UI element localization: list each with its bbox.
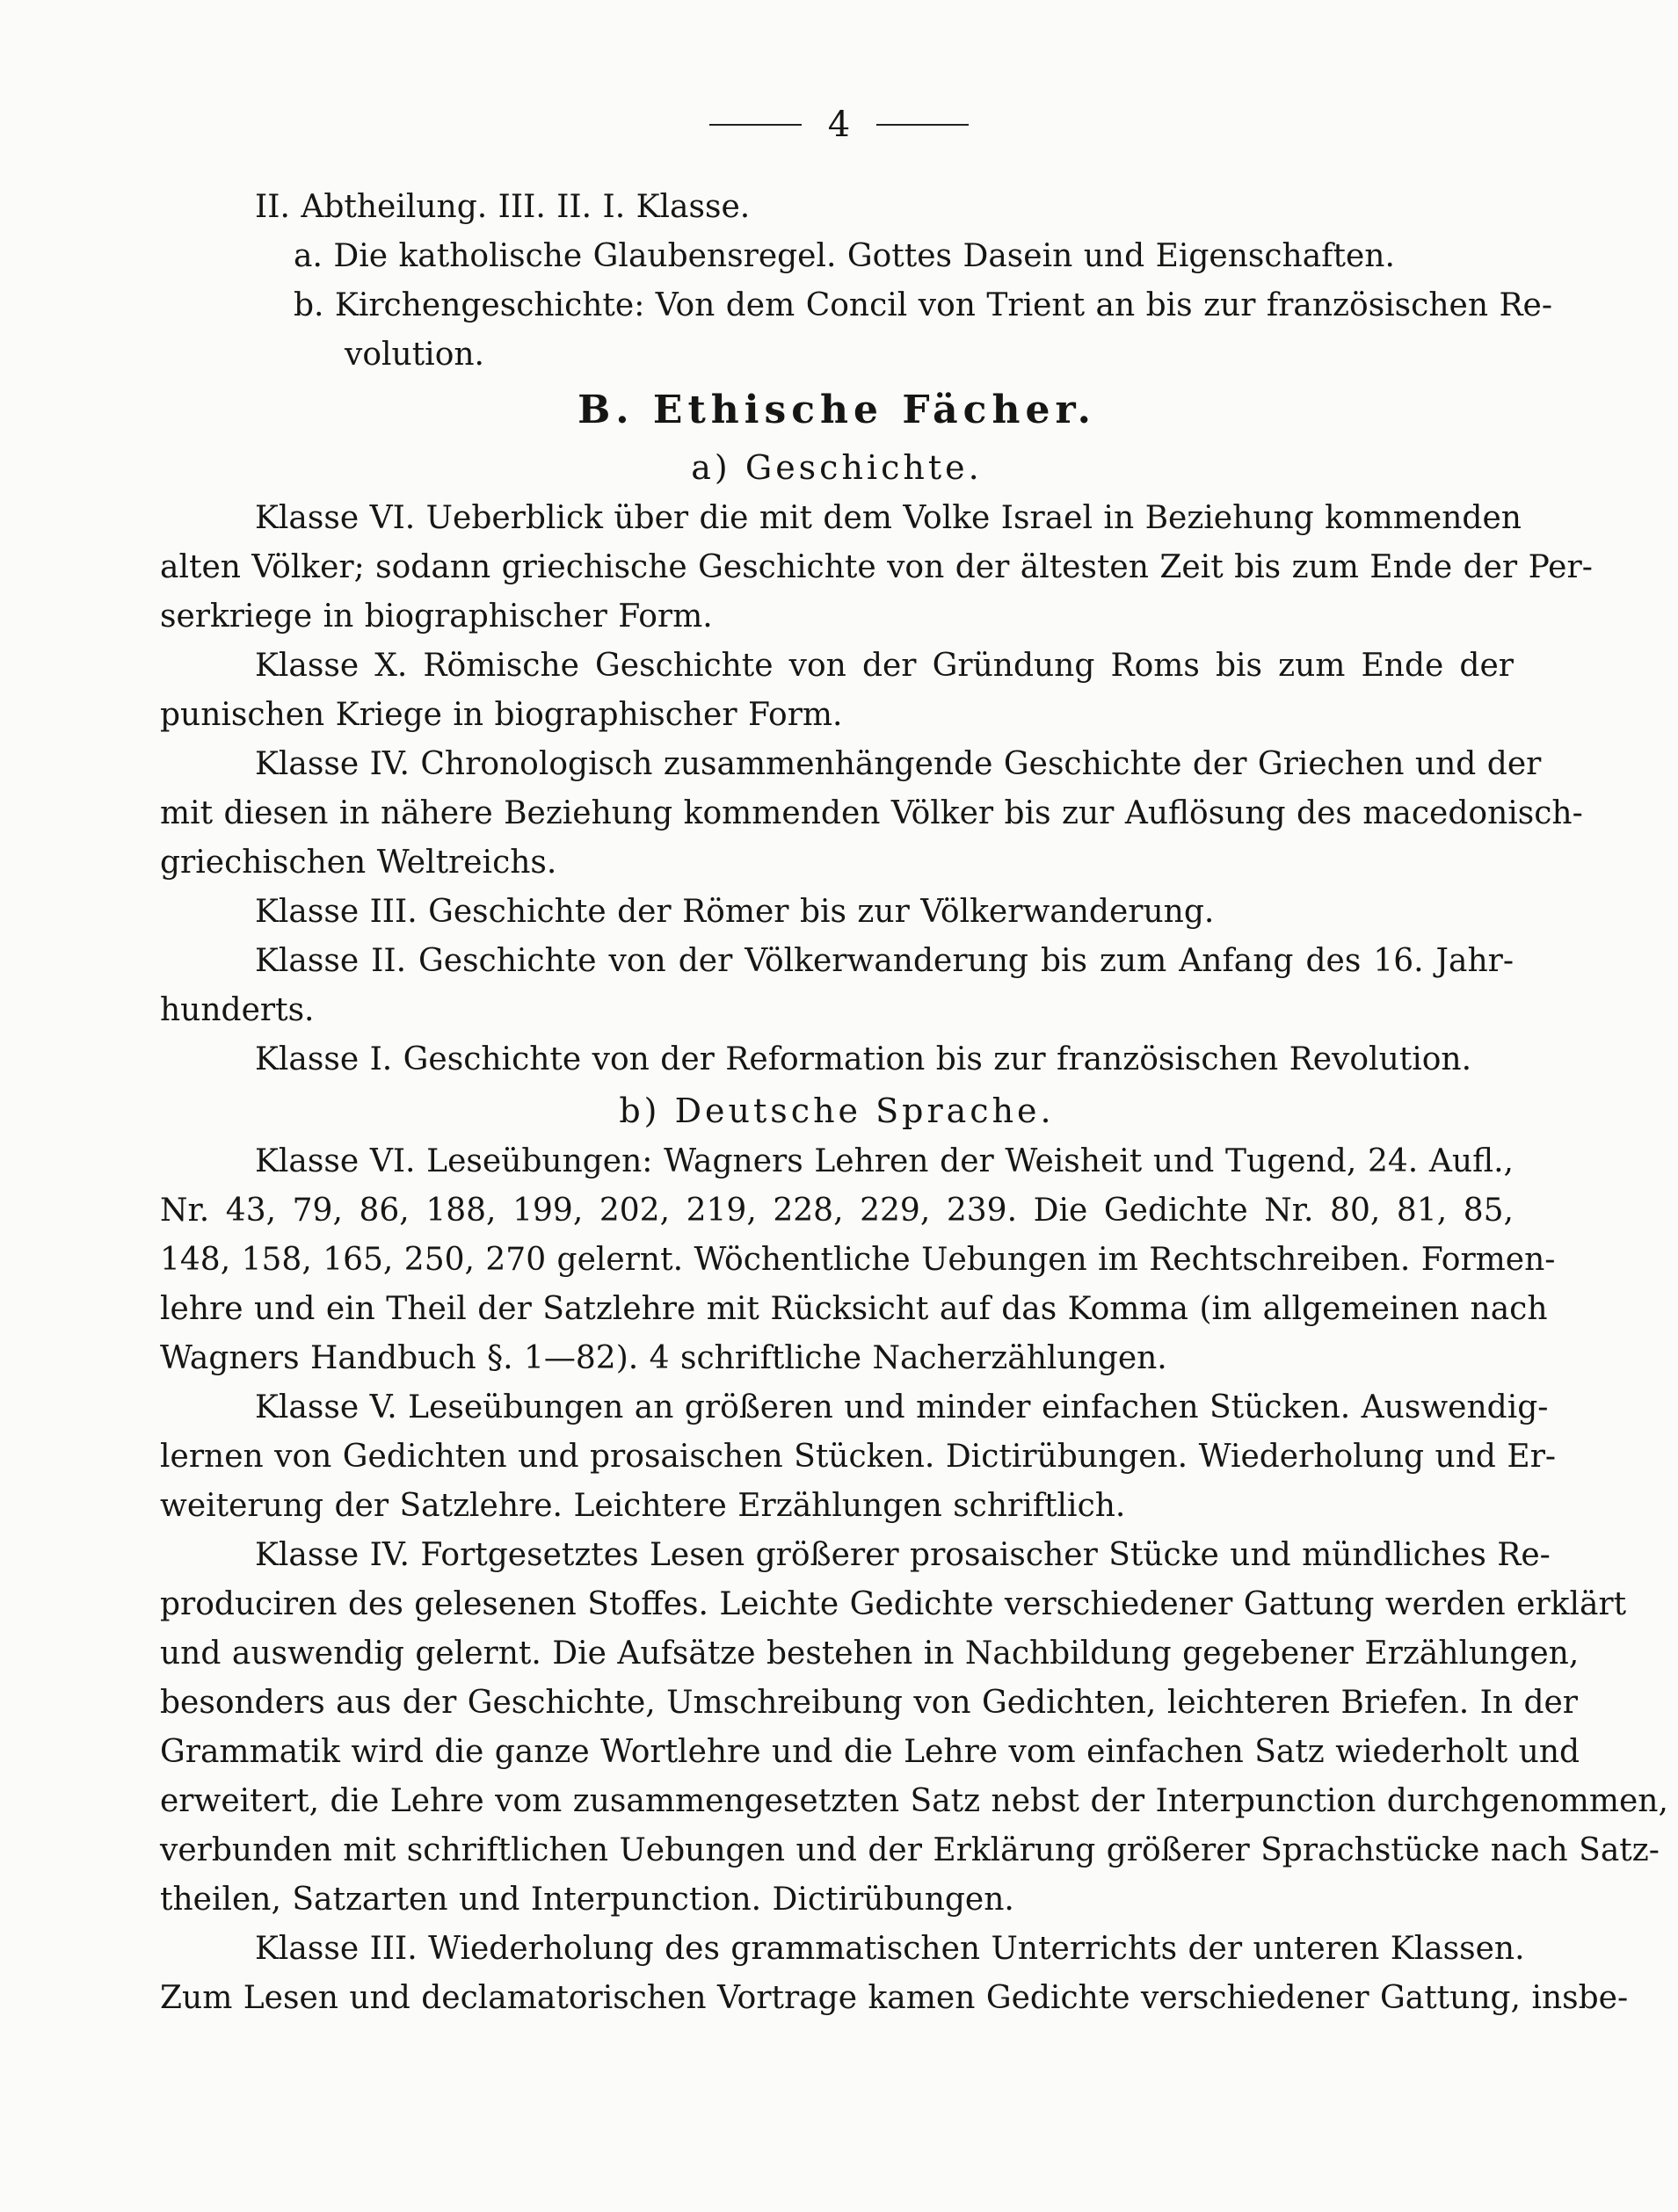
text-line: Klasse IV. Fortgesetztes Lesen größerer prosaischer Stücke und mündliches Re-	[255, 1537, 1551, 1573]
text-line: 148, 158, 165, 250, 270 gelernt. Wöchentliche Uebungen im Rechtschreiben. Formen-	[160, 1242, 1556, 1278]
text-line: Wagners Handbuch §. 1—82). 4 schriftliche Nacherzählungen.	[160, 1340, 1167, 1376]
paragraph	[160, 888, 1514, 937]
paragraph	[160, 740, 1583, 888]
text-line: b. Kirchengeschichte: Von dem Concil von Trient an bis zur französischen Re-	[294, 287, 1553, 323]
text-line: Klasse III. Wiederholung des grammatischen Unterrichts der unteren Klassen.	[255, 1931, 1525, 1967]
paragraph	[160, 1035, 1514, 1084]
text-line: lehre und ein Theil der Satzlehre mit Rücksicht auf das Komma (im allgemeinen nach	[160, 1291, 1548, 1327]
text-line: theilen, Satzarten und Interpunction. Dictirübungen.	[160, 1882, 1014, 1918]
paragraph	[160, 1531, 1668, 1925]
text-line: griechischen Weltreichs.	[160, 845, 557, 881]
paragraph	[160, 1925, 1629, 2023]
text-line: Klasse VI. Leseübungen: Wagners Lehren der Weisheit und Tugend, 24. Aufl.,	[255, 1143, 1514, 1179]
paragraph	[160, 494, 1593, 642]
page-content	[160, 183, 1668, 2023]
page-number-header	[0, 98, 1678, 151]
text-line: verbunden mit schriftlichen Uebungen und der Erklärung größerer Sprachstücke nach Satz-	[160, 1832, 1660, 1868]
text-line: Nr. 43, 79, 86, 188, 199, 202, 219, 228, 229, 239. Die Gedichte Nr. 80, 81, 85,	[160, 1193, 1514, 1229]
text-line: mit diesen in nähere Beziehung kommenden Völker bis zur Auflösung des macedonisch-	[160, 795, 1583, 831]
text-line: Klasse II. Geschichte von der Völkerwanderung bis zum Anfang des 16. Jahr-	[255, 943, 1514, 979]
paragraph	[160, 1383, 1557, 1531]
text-line: serkriege in biographischer Form.	[160, 598, 713, 635]
text-line: hunderts.	[160, 992, 315, 1028]
text-line: alten Völker; sodann griechische Geschichte von der ältesten Zeit bis zum Ende der Per-	[160, 549, 1593, 585]
text-line: punischen Kriege in biographischer Form.	[160, 697, 843, 733]
text-line: lernen von Gedichten und prosaischen Stücken. Dictirübungen. Wiederholung und Er-	[160, 1439, 1557, 1475]
text-line: produciren des gelesenen Stoffes. Leichte Gedichte verschiedener Gattung werden erklärt	[160, 1586, 1627, 1622]
rule-right	[876, 124, 969, 126]
paragraph	[160, 642, 1514, 740]
text-line: Klasse VI. Ueberblick über die mit dem Volke Israel in Beziehung kommenden	[255, 500, 1522, 536]
text-line: Klasse V. Leseübungen an größeren und minder einfachen Stücken. Auswendig-	[255, 1389, 1549, 1425]
rule-left	[709, 124, 802, 126]
text-line: Grammatik wird die ganze Wortlehre und die Lehre vom einfachen Satz wiederholt und	[160, 1734, 1580, 1770]
section-heading: B. Ethische Fächer.	[577, 388, 1096, 432]
subsection-title-deutsche-sprache: b) Deutsche Sprache.	[619, 1091, 1055, 1130]
subsection-title-geschichte: a) Geschichte.	[691, 448, 983, 487]
page-number: 4	[827, 105, 851, 145]
text-line: und auswendig gelernt. Die Aufsätze bestehen in Nachbildung gegebener Erzählungen,	[160, 1635, 1580, 1672]
text-line: besonders aus der Geschichte, Umschreibung von Gedichten, leichteren Briefen. In der	[160, 1685, 1579, 1721]
text-line: Klasse I. Geschichte von der Reformation bis zur französischen Revolution.	[255, 1041, 1472, 1077]
text-line: volution.	[345, 337, 484, 373]
text-line: Klasse III. Geschichte der Römer bis zur Völkerwanderung.	[255, 894, 1215, 930]
text-line: Klasse X. Römische Geschichte von der Gründung Roms bis zum Ende der	[255, 648, 1514, 684]
text-line: Zum Lesen und declamatorischen Vortrage kamen Gedichte verschiedener Gattung, insbe-	[160, 1980, 1629, 2016]
text-line: erweitert, die Lehre vom zusammengesetzten Satz nebst der Interpunction durchgenommen,	[160, 1783, 1668, 1819]
text-line: weiterung der Satzlehre. Leichtere Erzählungen schriftlich.	[160, 1488, 1126, 1524]
paragraph	[160, 1137, 1556, 1383]
text-line: Klasse IV. Chronologisch zusammenhängende Geschichte der Griechen und der	[255, 746, 1542, 782]
paragraph	[160, 937, 1514, 1035]
text-line: II. Abtheilung. III. II. I. Klasse.	[255, 189, 751, 225]
text-line: a. Die katholische Glaubensregel. Gottes Dasein und Eigenschaften.	[294, 238, 1395, 274]
